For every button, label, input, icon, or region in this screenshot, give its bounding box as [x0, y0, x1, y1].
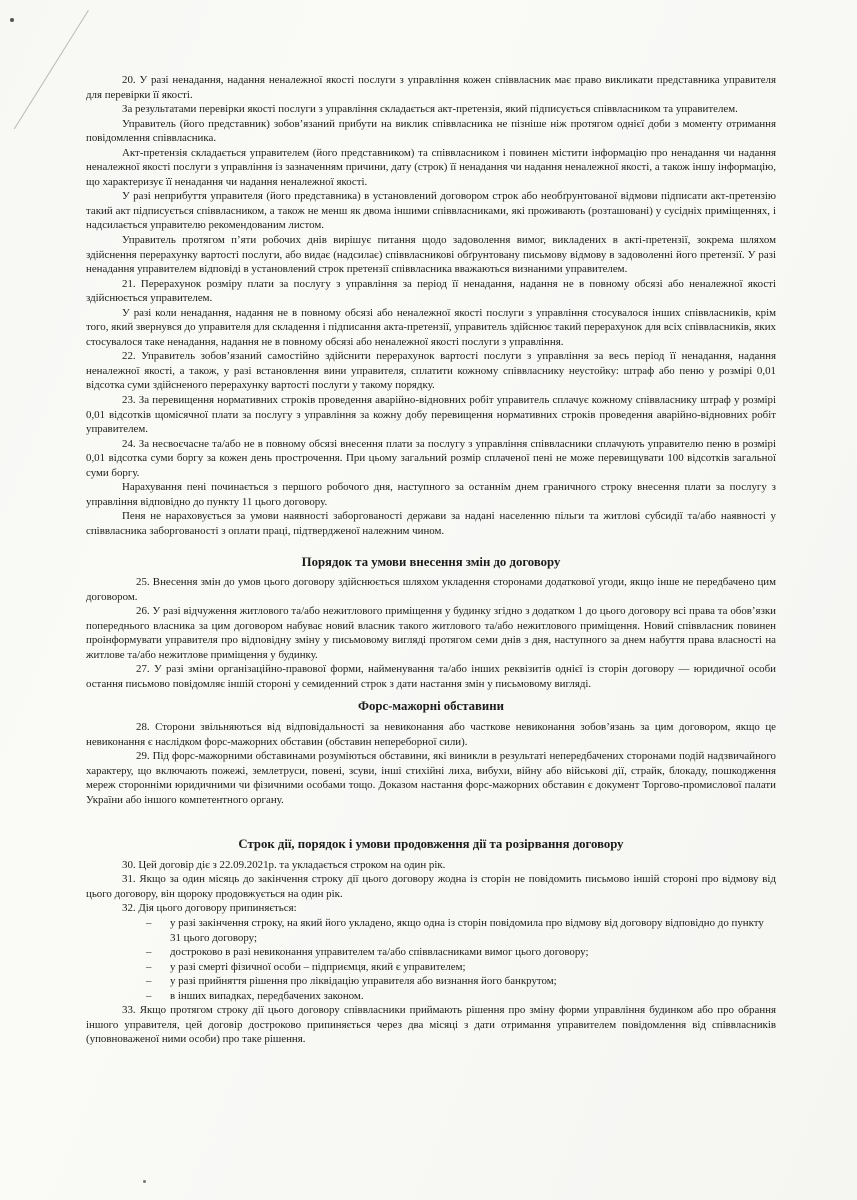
list-item-text: у разі прийняття рішення про ліквідацію управителя або визнання його банкрутом;: [170, 975, 557, 988]
dash-marker: –: [146, 946, 152, 959]
list-item: [146, 945, 776, 960]
paragraph-manager-arrival: Управитель (його представник) зобов’язаний прибути на виклик співвласника не пізніше ніж протягом однієї доби з моменту отримання повідомлення співвласника.: [86, 117, 776, 145]
section-quality-claims: [86, 73, 776, 539]
dash-marker: –: [146, 989, 152, 1002]
paragraph-29: 29. Під форс-мажорними обставинами розуміються обставини, які виникли в результаті непередбачених сторонами подій надзвичайного характеру, що включають пожежі, землетруси, повені, зсуви, інші стихійні лиха, вибухи, війну або військові дії, страйк, блокаду, пошкодження мереж сторонніми юридичними чи фізичними особами тощо. Доказом настання форс-мажорних обставин є документ Торгово-промислової палати України або іншого компетентного органу.: [86, 750, 776, 806]
scan-speck: [10, 18, 14, 22]
dash-marker: –: [146, 960, 152, 973]
heading-term-termination: Строк дії, порядок і умови продовження дії та розірвання договору: [238, 837, 624, 852]
list-item: [146, 960, 776, 975]
paragraph-27: 27. У разі зміни організаційно-правової форми, найменування та/або інших реквізитів однієї із сторін договору — юридичної особи остання письмово повідомляє іншій стороні у семиденний строк з дати настання змін у письмовому вигляді.: [86, 663, 776, 690]
paragraph-28: 28. Сторони звільняються від відповідальності за невиконання або часткове невиконання зобов’язань за цим договором, якщо це невиконання є наслідком форс-мажорних обставин (обставин непереборної сили).: [86, 720, 776, 748]
paragraph-recalculation-all: У разі коли ненадання, надання не в повному обсязі або неналежної якості послуги з управління стосувалося інших співвласників, крім того, який звернувся до управителя для складення і підписання акта-претензії, управитель здійснює такий перерахунок для всіх співвласників, яких стосувалося таке ненадання, надання не в повному обсязі або неналежної якості послуги з управління.: [86, 306, 776, 348]
paragraph-24: 24. За несвоєчасне та/або не в повному обсязі внесення плати за послугу з управління співвласники сплачують управителю пеню в розмірі 0,01 відсотка суми боргу за кожен день прострочення. При цьому загальний розмір сплаченої пені не може перевищувати 100 відсотків загальної суми боргу.: [86, 437, 776, 479]
paragraph-20: 20. У разі ненадання, надання неналежної якості послуги з управління кожен співвласник має право викликати представника управителя для перевірки її якості.: [86, 74, 776, 101]
list-item-text: у разі смерті фізичної особи – підприємця, який є управителем;: [170, 960, 466, 973]
paragraph-22: 22. Управитель зобов’язаний самостійно здійснити перерахунок вартості послуги з управління за весь період її ненадання, надання неналежної якості, а також, у разі встановлення вини управителя, сплатити кожному співвласнику неустойку: штраф або пеню у розмірі 0,01 відсотка суми здійсненого перерахунку вартості послуги у такому порядку.: [86, 350, 776, 392]
paragraph-21: 21. Перерахунок розміру плати за послугу з управління за період її ненадання, надання не в повному обсязі або неналежної якості здійснюється управителем.: [86, 277, 776, 305]
paragraph-manager-response: Управитель протягом п’яти робочих днів вирішує питання щодо задоволення вимог, викладених в акті-претензії, зокрема шляхом здійснення перерахунку вартості послуги, або видає (надсилає) співвласникові обґрунтовану письмову відмову в задоволенні його претензії. У разі ненадання управителем відповіді в установлений строк претензії співвласника вважаються визнаними управителем.: [86, 234, 776, 276]
paragraph-23: 23. За перевищення нормативних строків проведення аварійно-відновних робіт управитель сплачує кожному співвласнику штраф у розмірі 0,01 відсотків щомісячної плати за послугу з управління за кожну добу перевищення нормативних строків проведення аварійно-відновних робіт управителем.: [86, 394, 776, 436]
list-item-text: у разі закінчення строку, на який його укладено, якщо одна із сторін повідомила про відмову від договору відповідно до пункту 31 цього договору;: [170, 916, 764, 944]
dash-marker: –: [146, 916, 152, 929]
section-term-termination: [86, 858, 776, 1047]
list-item: [146, 989, 776, 1004]
paragraph-30: 30. Цей договір діє з 22.09.2021р. та укладається строком на один рік.: [122, 858, 446, 871]
paragraph-33: 33. Якщо протягом строку дії цього договору співвласники приймають рішення про зміну форми управління будинком або про обрання іншого управителя, цей договір достроково припиняється через два місяці з дати отримання управителем повідомлення від співвласників (уповноваженої ними особи) про таке рішення.: [86, 1004, 776, 1046]
paragraph-32: 32. Дія цього договору припиняється:: [122, 902, 297, 915]
heading-force-majeure: Форс-мажорні обставини: [358, 699, 504, 714]
list-item-text: достроково в разі невиконання управителем та/або співвласниками вимог цього договору;: [170, 946, 589, 959]
dash-marker: –: [146, 975, 152, 988]
paragraph-penalty-start: Нарахування пені починається з першого робочого дня, наступного за останнім днем граничного строку внесення плати за послугу з управління відповідно до пункту 11 цього договору.: [86, 481, 776, 508]
list-item: [146, 916, 776, 945]
list-item-text: в інших випадках, передбачених законом.: [170, 989, 364, 1002]
paragraph-26: 26. У разі відчуження житлового та/або нежитлового приміщення у будинку згідно з додатком 1 до цього договору всі права та обов’язки попереднього власника за цим договором набуває новий власник такого житлового та/або нежитлового приміщення. Новий співвласник повинен проінформувати управителя про відповідну зміну у письмовому вигляді протягом семи днів з дня, наступного за днем набуття права власності на житлове та/або нежитлове приміщення у будинку.: [86, 605, 776, 661]
list-item: [146, 974, 776, 989]
scan-speck: [143, 1180, 146, 1183]
paragraph-penalty-exempt: Пеня не нараховується за умови наявності заборгованості держави за надані населенню пільги та житлові субсидії та/або наявності у співвласника заборгованості з оплати праці, підтвердженої належним чином.: [86, 510, 776, 537]
paragraph-claim-act: За результатами перевірки якості послуги з управління складається акт-претензія, який підписується співвласником та управителем.: [122, 103, 738, 116]
paragraph-non-arrival: У разі неприбуття управителя (його представника) в установлений договором строк або необґрунтованої відмови підписати акт-претензію такий акт підписується співвласником, а також не менш як двома іншими співвласниками, які проживають (розташовані) у сусідніх приміщеннях, і надсилається управителю рекомендованим листом.: [86, 190, 776, 232]
paragraph-claim-content: Акт-претензія складається управителем (його представником) та співвласником і повинен містити інформацію про ненадання чи надання неналежної якості послуги з управління із зазначенням причини, дату (строк) її ненадання чи надання неналежної якості, а також іншу інформацію, що характеризує її ненадання чи надання неналежної якості.: [86, 146, 776, 188]
section-contract-changes: [86, 575, 776, 691]
paragraph-31: 31. Якщо за один місяць до закінчення строку дії цього договору жодна із сторін не повідомить письмово іншій стороні про відмову від цього договору, він щороку продовжується на один рік.: [86, 873, 776, 900]
contract-page: [86, 73, 776, 1047]
termination-list: [86, 916, 776, 1003]
paragraph-25: 25. Внесення змін до умов цього договору здійснюється шляхом укладення сторонами додаткової угоди, якщо інше не передбачено цим договором.: [86, 576, 776, 603]
section-force-majeure: [86, 720, 776, 807]
heading-contract-changes: Порядок та умови внесення змін до договору: [301, 554, 561, 569]
